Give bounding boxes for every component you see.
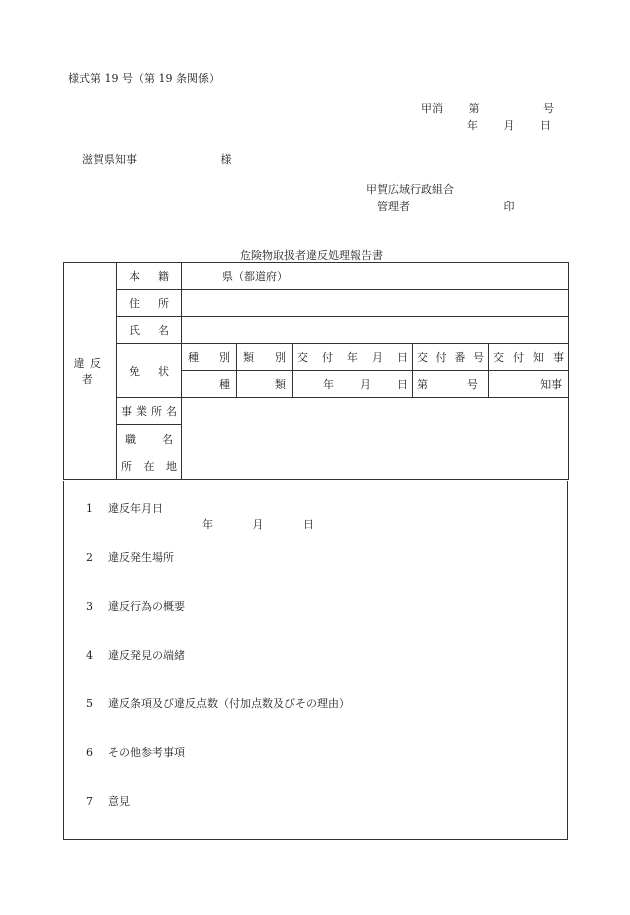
header-ruibetsu: 類 別 bbox=[237, 344, 293, 371]
shoku-shozaichi-labels bbox=[117, 425, 182, 480]
honseki-value[interactable]: 県（都道府） bbox=[182, 263, 569, 290]
addressee bbox=[82, 151, 232, 167]
item-1: 1 違反年月日 bbox=[86, 502, 163, 515]
ref-go: 号 bbox=[543, 102, 554, 115]
header-kofu-date: 交 付 年 月 日 bbox=[293, 344, 413, 371]
date-day: 日 bbox=[540, 119, 551, 132]
shozaichi-label: 所 在 地 bbox=[121, 459, 177, 473]
item-1-date[interactable]: 年 月 日 bbox=[202, 518, 314, 531]
workplace-field[interactable] bbox=[182, 398, 569, 480]
addressee-honorific: 様 bbox=[220, 153, 232, 166]
menjo-label: 免 状 bbox=[117, 344, 182, 398]
header-shubetsu: 種 別 bbox=[182, 344, 237, 371]
jigyosho-label: 事 業 所 名 bbox=[117, 398, 182, 425]
reference-number bbox=[421, 100, 554, 116]
item-3: 3 違反行為の概要 bbox=[86, 600, 185, 613]
date-year: 年 bbox=[467, 119, 478, 132]
item-4: 4 違反発見の端緒 bbox=[86, 649, 185, 662]
value-date[interactable]: 年 月 日 bbox=[293, 371, 413, 398]
value-shu[interactable]: 種 bbox=[182, 371, 237, 398]
violator-table bbox=[63, 262, 569, 480]
report-items bbox=[63, 481, 568, 840]
value-rui[interactable]: 類 bbox=[237, 371, 293, 398]
ref-dai: 第 bbox=[468, 102, 480, 115]
seal-mark: 印 bbox=[503, 200, 515, 213]
shimei-label: 氏 名 bbox=[117, 317, 182, 344]
item-5: 5 違反条項及び違反点数（付加点数及びその理由） bbox=[86, 697, 350, 710]
sender-title-line bbox=[377, 198, 515, 214]
report-date bbox=[467, 117, 551, 133]
sender-title: 管理者 bbox=[377, 200, 410, 213]
form-number: 様式第 19 号（第 19 条関係） bbox=[68, 72, 220, 85]
shoku-label: 職 名 bbox=[125, 432, 173, 446]
value-chiji[interactable]: 知事 bbox=[489, 371, 569, 398]
shimei-field[interactable] bbox=[182, 317, 569, 344]
document-title: 危険物取扱者違反処理報告書 bbox=[240, 249, 383, 262]
ref-prefix: 甲消 bbox=[421, 102, 443, 115]
jusho-label: 住 所 bbox=[117, 290, 182, 317]
honseki-label: 本 籍 bbox=[117, 263, 182, 290]
violator-label: 違反者 bbox=[64, 263, 117, 480]
header-kofu-number: 交 付 番 号 bbox=[413, 344, 489, 371]
date-month: 月 bbox=[503, 119, 515, 132]
header-kofu-chiji: 交 付 知 事 bbox=[489, 344, 569, 371]
sender-org: 甲賀広域行政組合 bbox=[366, 183, 454, 196]
item-7: 7 意見 bbox=[86, 795, 130, 808]
item-6: 6 その他参考事項 bbox=[86, 746, 185, 759]
value-number[interactable]: 第 号 bbox=[413, 371, 489, 398]
item-2: 2 違反発生場所 bbox=[86, 551, 174, 564]
addressee-name: 滋賀県知事 bbox=[82, 153, 137, 166]
jusho-field[interactable] bbox=[182, 290, 569, 317]
